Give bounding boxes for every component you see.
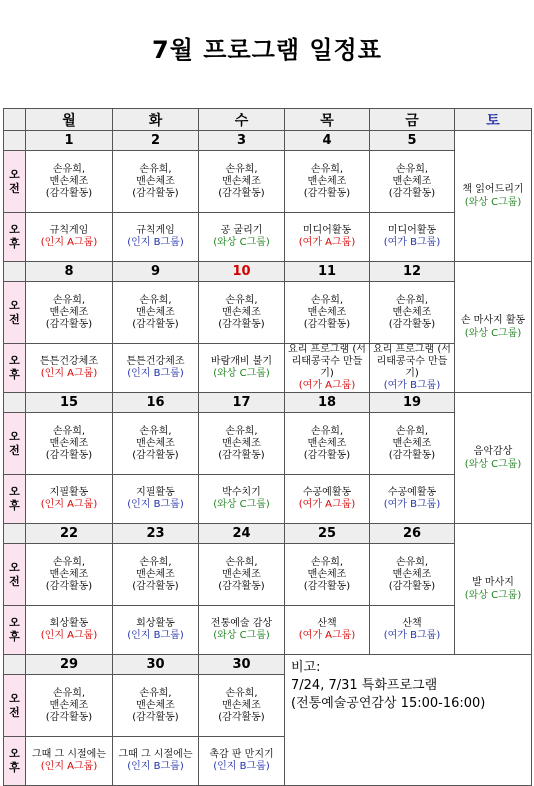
date-cell: 3 <box>199 131 285 151</box>
afternoon-activity-name: 규칙게임 <box>136 225 175 236</box>
afternoon-activity-name: 미디어활동 <box>302 225 352 236</box>
day-header: 금 <box>370 109 455 131</box>
morning-label <box>4 675 26 737</box>
morning-activity <box>113 413 199 475</box>
morning-row <box>4 544 532 606</box>
date-row-spacer <box>4 393 26 413</box>
morning-activity <box>26 675 113 737</box>
afternoon-label-char-2: 후 <box>9 499 20 512</box>
morning-label <box>4 413 26 475</box>
afternoon-activity-name: 규칙게임 <box>49 225 89 236</box>
afternoon-activity-name: 바람개비 불기 <box>210 356 273 367</box>
morning-activity-line: 맨손체조 <box>136 437 175 449</box>
afternoon-activity <box>113 344 199 393</box>
saturday-activity-group: (와상 C그룹) <box>464 328 522 339</box>
afternoon-activity <box>26 606 113 655</box>
morning-activity-line: 맨손체조 <box>49 437 89 449</box>
morning-activity <box>199 413 285 475</box>
afternoon-activity-group: (인지 B그룹) <box>127 499 184 510</box>
morning-activity-line: (감각활동) <box>388 449 436 461</box>
afternoon-activity-group: (와상 C그룹) <box>213 368 270 379</box>
morning-activity <box>113 675 199 737</box>
afternoon-activity <box>285 475 370 524</box>
saturday-activity-group: (와상 C그룹) <box>464 459 522 470</box>
morning-activity-line: 맨손체조 <box>307 306 347 318</box>
morning-row <box>4 151 532 213</box>
date-cell: 5 <box>370 131 455 151</box>
afternoon-activity-name: 산책 <box>317 618 337 629</box>
afternoon-label-char-2: 후 <box>9 237 20 250</box>
morning-activity-line: 손유희, <box>139 687 172 699</box>
afternoon-activity-name: 수공예활동 <box>302 487 352 498</box>
morning-activity <box>370 282 455 344</box>
afternoon-activity-group: (와상 C그룹) <box>213 630 270 641</box>
saturday-activity-group: (와상 C그룹) <box>464 590 522 601</box>
afternoon-label-char-1: 오 <box>9 223 20 236</box>
afternoon-activity-name: 전통예술 감상 <box>210 618 273 629</box>
afternoon-activity <box>370 344 455 393</box>
morning-label-char-2: 전 <box>9 574 20 588</box>
morning-activity-line: (감각활동) <box>218 711 265 723</box>
morning-label-char-1: 오 <box>9 560 20 574</box>
morning-activity <box>199 544 285 606</box>
morning-activity-line: (감각활동) <box>132 449 179 461</box>
afternoon-label <box>4 475 26 524</box>
morning-activity-line: 맨손체조 <box>392 568 432 580</box>
date-cell: 22 <box>26 524 113 544</box>
morning-activity-line: (감각활동) <box>388 580 436 592</box>
afternoon-activity-group: (인지 A그룹) <box>40 368 98 379</box>
morning-activity-line: (감각활동) <box>45 318 93 330</box>
morning-activity-line: 맨손체조 <box>136 699 175 711</box>
date-cell: 11 <box>285 262 370 282</box>
morning-activity-line: 손유희, <box>52 425 86 437</box>
morning-activity-line: 손유희, <box>310 294 344 306</box>
morning-activity-line: 맨손체조 <box>49 568 89 580</box>
afternoon-label <box>4 344 26 393</box>
afternoon-row <box>4 344 532 393</box>
morning-activity <box>26 151 113 213</box>
afternoon-activity <box>199 475 285 524</box>
morning-activity-line: 맨손체조 <box>136 568 175 580</box>
morning-activity-line: 손유희, <box>52 163 86 175</box>
morning-activity <box>199 282 285 344</box>
morning-label-char-1: 오 <box>9 691 20 705</box>
morning-activity-line: 맨손체조 <box>222 699 261 711</box>
morning-activity-line: (감각활동) <box>388 318 436 330</box>
date-cell: 30 <box>199 655 285 675</box>
afternoon-activity-name: 회상활동 <box>49 618 89 629</box>
date-cell: 24 <box>199 524 285 544</box>
morning-activity-line: (감각활동) <box>303 580 351 592</box>
morning-label-char-1: 오 <box>9 298 20 312</box>
day-header: 월 <box>26 109 113 131</box>
morning-activity-line: (감각활동) <box>45 187 93 199</box>
afternoon-activity-name: 회상활동 <box>136 618 175 629</box>
morning-activity <box>285 544 370 606</box>
afternoon-activity <box>199 737 285 786</box>
afternoon-activity-group: (인지 A그룹) <box>40 499 98 510</box>
afternoon-activity <box>26 737 113 786</box>
afternoon-activity <box>113 475 199 524</box>
saturday-activity <box>455 131 532 262</box>
afternoon-label <box>4 213 26 262</box>
afternoon-activity-group: (인지 B그룹) <box>127 630 184 641</box>
afternoon-row <box>4 213 532 262</box>
afternoon-activity <box>199 213 285 262</box>
afternoon-activity-name: 지필활동 <box>49 487 89 498</box>
morning-activity <box>26 413 113 475</box>
morning-activity <box>370 151 455 213</box>
date-cell: 23 <box>113 524 199 544</box>
corner-cell <box>4 109 26 131</box>
morning-activity-line: (감각활동) <box>45 449 93 461</box>
morning-activity-line: 손유희, <box>52 294 86 306</box>
afternoon-label-char-2: 후 <box>9 630 20 643</box>
date-cell: 19 <box>370 393 455 413</box>
morning-label-char-2: 전 <box>9 443 20 457</box>
morning-activity-line: 손유희, <box>139 294 172 306</box>
date-cell: 4 <box>285 131 370 151</box>
date-cell: 17 <box>199 393 285 413</box>
saturday-activity-name: 손 마사지 활동 <box>460 315 526 326</box>
date-row-spacer <box>4 262 26 282</box>
afternoon-activity-group: (여가 A그룹) <box>298 499 356 510</box>
morning-activity-line: (감각활동) <box>45 580 93 592</box>
morning-activity <box>113 544 199 606</box>
date-cell: 2 <box>113 131 199 151</box>
morning-activity-line: 손유희, <box>139 556 172 568</box>
morning-activity-line: (감각활동) <box>132 580 179 592</box>
morning-activity-line: 손유희, <box>139 425 172 437</box>
afternoon-activity-name: 촉감 판 만지기 <box>209 749 274 760</box>
date-cell: 9 <box>113 262 199 282</box>
date-cell: 10 <box>199 262 285 282</box>
afternoon-activity <box>285 606 370 655</box>
morning-activity-line: (감각활동) <box>218 187 265 199</box>
day-header: 화 <box>113 109 199 131</box>
morning-activity-line: 맨손체조 <box>222 306 261 318</box>
morning-activity <box>26 282 113 344</box>
saturday-activity-name: 음악감상 <box>473 446 513 457</box>
morning-label <box>4 282 26 344</box>
afternoon-activity-group: (인지 A그룹) <box>40 630 98 641</box>
afternoon-activity-group: (여가 A그룹) <box>298 237 356 248</box>
morning-activity-line: 맨손체조 <box>307 437 347 449</box>
morning-activity-line: 손유희, <box>225 294 258 306</box>
morning-activity-line: (감각활동) <box>303 318 351 330</box>
date-row-spacer <box>4 131 26 151</box>
afternoon-label-char-1: 오 <box>9 747 20 760</box>
afternoon-activity-name: 수공예활동 <box>387 487 437 498</box>
morning-label-char-2: 전 <box>9 181 20 195</box>
date-row <box>4 262 532 282</box>
morning-activity <box>285 282 370 344</box>
afternoon-activity-name: 튼튼건강체조 <box>126 356 185 367</box>
afternoon-activity <box>370 606 455 655</box>
morning-activity <box>199 675 285 737</box>
remarks-label: 비고: <box>291 660 321 675</box>
afternoon-activity <box>285 213 370 262</box>
afternoon-activity <box>370 475 455 524</box>
date-cell: 29 <box>26 655 113 675</box>
morning-activity-line: 손유희, <box>395 294 429 306</box>
morning-activity-line: (감각활동) <box>218 580 265 592</box>
date-cell: 30 <box>113 655 199 675</box>
afternoon-label-char-1: 오 <box>9 485 20 498</box>
morning-activity-line: 손유희, <box>225 556 258 568</box>
date-cell: 16 <box>113 393 199 413</box>
schedule-table <box>3 108 532 786</box>
afternoon-row <box>4 606 532 655</box>
morning-activity-line: 맨손체조 <box>49 175 89 187</box>
afternoon-activity-name: 공 굴리기 <box>220 225 263 236</box>
afternoon-label <box>4 606 26 655</box>
morning-activity-line: 맨손체조 <box>392 175 432 187</box>
morning-label-char-2: 전 <box>9 705 20 719</box>
day-header: 목 <box>285 109 370 131</box>
morning-label-char-1: 오 <box>9 429 20 443</box>
afternoon-activity-group: (와상 C그룹) <box>213 499 270 510</box>
saturday-activity-name: 책 읽어드리기 <box>462 184 524 195</box>
morning-activity <box>370 544 455 606</box>
morning-activity <box>113 151 199 213</box>
morning-activity-line: 맨손체조 <box>49 699 89 711</box>
morning-activity-line: (감각활동) <box>218 318 265 330</box>
morning-row <box>4 282 532 344</box>
afternoon-activity-name: 산책 <box>402 618 422 629</box>
morning-activity-line: (감각활동) <box>132 318 179 330</box>
remarks-line1: 7/24, 7/31 특화프로그램 <box>291 678 438 693</box>
afternoon-row <box>4 475 532 524</box>
morning-activity-line: 맨손체조 <box>136 175 175 187</box>
date-cell: 1 <box>26 131 113 151</box>
afternoon-activity-name: 튼튼건강체조 <box>40 356 98 367</box>
morning-activity-line: (감각활동) <box>132 711 179 723</box>
morning-activity-line: (감각활동) <box>218 449 265 461</box>
afternoon-activity-name: 지필활동 <box>136 487 175 498</box>
page-title: 7월 프로그램 일정표 <box>152 36 382 64</box>
morning-activity-line: 손유희, <box>225 687 258 699</box>
morning-activity <box>285 151 370 213</box>
morning-activity-line: 손유희, <box>310 556 344 568</box>
afternoon-activity <box>113 606 199 655</box>
date-cell: 12 <box>370 262 455 282</box>
saturday-activity-name: 발 마사지 <box>472 577 514 588</box>
morning-activity-line: 맨손체조 <box>307 175 347 187</box>
morning-label-char-2: 전 <box>9 312 20 326</box>
afternoon-activity-group: (여가 B그룹) <box>383 380 441 391</box>
date-cell: 18 <box>285 393 370 413</box>
date-cell: 15 <box>26 393 113 413</box>
morning-activity <box>370 413 455 475</box>
day-header: 수 <box>199 109 285 131</box>
morning-row <box>4 413 532 475</box>
date-cell: 8 <box>26 262 113 282</box>
afternoon-activity-group: (인지 B그룹) <box>213 761 270 772</box>
afternoon-activity-group: (여가 A그룹) <box>298 630 356 641</box>
afternoon-activity <box>370 213 455 262</box>
afternoon-activity <box>26 475 113 524</box>
afternoon-activity <box>113 737 199 786</box>
morning-activity-line: 맨손체조 <box>392 306 432 318</box>
morning-activity-line: 손유희, <box>139 163 172 175</box>
day-header: 토 <box>455 109 532 131</box>
afternoon-activity-name: 요리 프로그램 (서리태콩국수 만들기) <box>288 344 366 379</box>
saturday-activity <box>455 262 532 393</box>
morning-activity-line: 맨손체조 <box>222 437 261 449</box>
morning-activity-line: 손유희, <box>52 556 86 568</box>
morning-activity <box>113 282 199 344</box>
morning-activity-line: 손유희, <box>225 163 258 175</box>
saturday-activity <box>455 393 532 524</box>
afternoon-activity-name: 그때 그 시절에는 <box>118 749 193 760</box>
morning-activity <box>199 151 285 213</box>
date-row <box>4 655 532 675</box>
morning-activity-line: 맨손체조 <box>392 437 432 449</box>
date-row <box>4 524 532 544</box>
morning-label-char-1: 오 <box>9 167 20 181</box>
morning-activity-line: 손유희, <box>395 556 429 568</box>
afternoon-activity-group: (여가 B그룹) <box>383 630 441 641</box>
morning-activity-line: 맨손체조 <box>307 568 347 580</box>
saturday-activity <box>455 524 532 655</box>
afternoon-activity-group: (인지 B그룹) <box>127 761 184 772</box>
morning-activity-line: (감각활동) <box>45 711 93 723</box>
morning-activity <box>26 544 113 606</box>
afternoon-activity-group: (와상 C그룹) <box>213 237 270 248</box>
date-row <box>4 393 532 413</box>
morning-activity-line: (감각활동) <box>132 187 179 199</box>
saturday-activity-group: (와상 C그룹) <box>464 197 522 208</box>
afternoon-activity <box>285 344 370 393</box>
morning-activity-line: 맨손체조 <box>136 306 175 318</box>
morning-activity-line: 손유희, <box>310 163 344 175</box>
afternoon-label-char-2: 후 <box>9 761 20 774</box>
afternoon-activity <box>199 606 285 655</box>
date-cell: 25 <box>285 524 370 544</box>
afternoon-label-char-2: 후 <box>9 368 20 381</box>
morning-activity-line: 손유희, <box>395 425 429 437</box>
morning-label <box>4 544 26 606</box>
afternoon-activity-group: (여가 B그룹) <box>383 499 441 510</box>
afternoon-label <box>4 737 26 786</box>
morning-activity-line: 손유희, <box>225 425 258 437</box>
date-cell: 26 <box>370 524 455 544</box>
afternoon-activity-group: (인지 A그룹) <box>40 761 98 772</box>
morning-activity <box>285 413 370 475</box>
afternoon-label-char-1: 오 <box>9 616 20 629</box>
remarks-line2: (전통예술공연감상 15:00-16:00) <box>291 696 486 711</box>
morning-activity-line: 맨손체조 <box>222 175 261 187</box>
afternoon-activity <box>26 213 113 262</box>
date-row-spacer <box>4 655 26 675</box>
afternoon-activity-name: 박수치기 <box>222 487 261 498</box>
morning-activity-line: (감각활동) <box>388 187 436 199</box>
morning-activity-line: 맨손체조 <box>49 306 89 318</box>
day-header-row <box>4 109 532 131</box>
afternoon-activity-group: (여가 B그룹) <box>383 237 441 248</box>
morning-activity-line: 맨손체조 <box>222 568 261 580</box>
afternoon-activity-name: 미디어활동 <box>387 225 437 236</box>
morning-activity-line: (감각활동) <box>303 449 351 461</box>
remarks-note <box>285 655 532 786</box>
afternoon-activity-group: (인지 A그룹) <box>40 237 98 248</box>
date-row-spacer <box>4 524 26 544</box>
morning-activity-line: 손유희, <box>310 425 344 437</box>
afternoon-label-char-1: 오 <box>9 354 20 367</box>
morning-activity-line: 손유희, <box>52 687 86 699</box>
afternoon-activity <box>26 344 113 393</box>
afternoon-activity-name: 요리 프로그램 (서리태콩국수 만들기) <box>373 344 451 379</box>
morning-activity-line: (감각활동) <box>303 187 351 199</box>
afternoon-activity-group: (여가 A그룹) <box>298 380 356 391</box>
afternoon-activity-name: 그때 그 시절에는 <box>32 749 106 760</box>
afternoon-activity-group: (인지 B그룹) <box>127 368 184 379</box>
morning-label <box>4 151 26 213</box>
date-row <box>4 131 532 151</box>
afternoon-activity <box>199 344 285 393</box>
afternoon-activity-group: (인지 B그룹) <box>127 237 184 248</box>
afternoon-activity <box>113 213 199 262</box>
morning-activity-line: 손유희, <box>395 163 429 175</box>
